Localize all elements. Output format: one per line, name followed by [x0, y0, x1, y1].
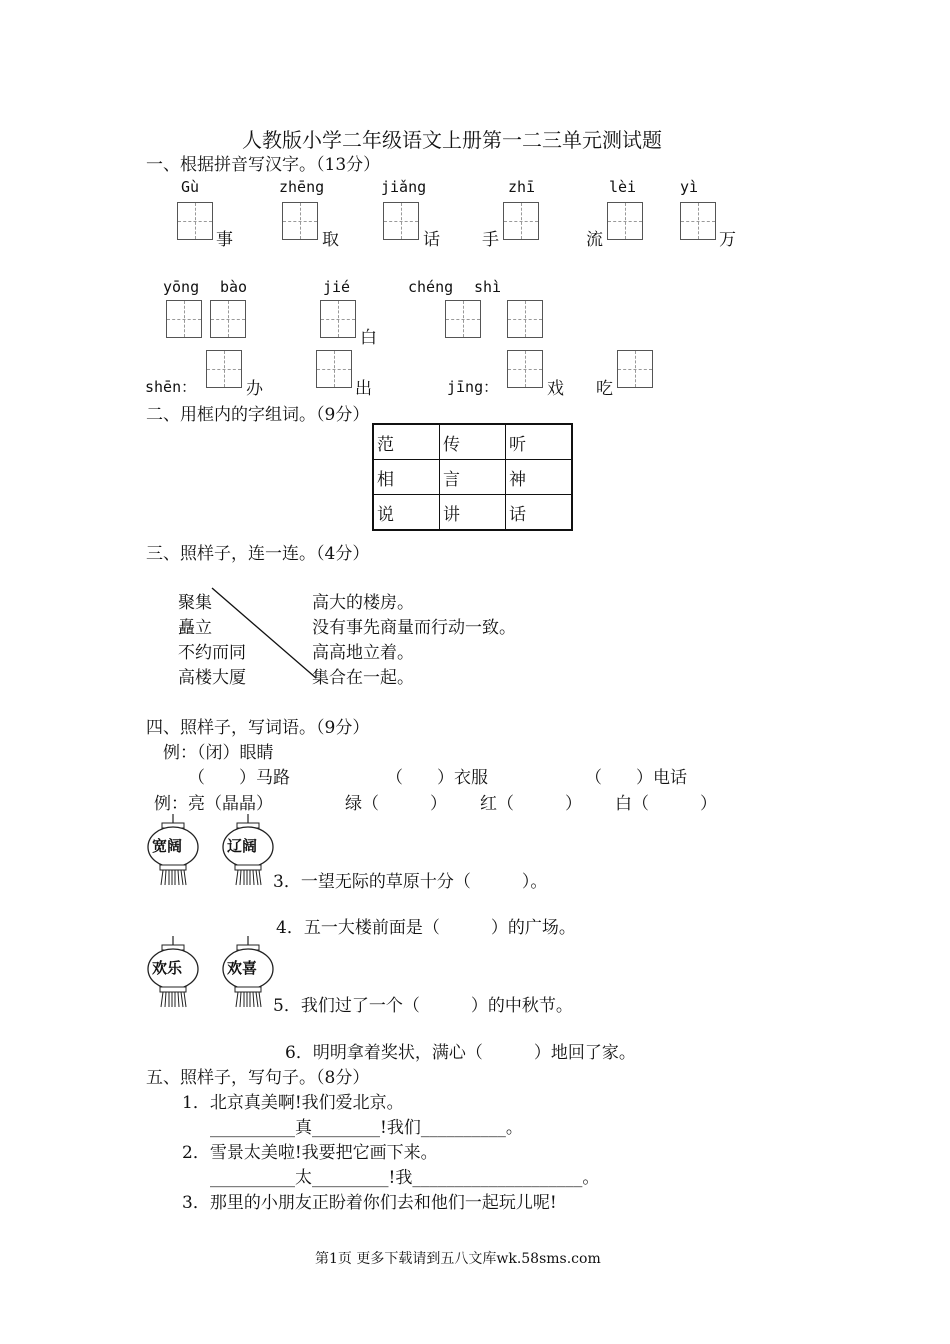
grid-cell: 说 [373, 495, 440, 531]
pinyin: shì [474, 278, 502, 296]
pinyin: bào [220, 278, 248, 296]
match-left[interactable]: 不约而同 [178, 643, 246, 663]
page-footer: 第1页 更多下载请到五八文库wk.58sms.com [315, 1251, 601, 1267]
match-right[interactable]: 没有事先商量而行动一致。 [312, 618, 516, 638]
char: 事 [216, 230, 233, 250]
section1-heading: 一、根据拼音写汉字。（13分） [146, 155, 381, 175]
fill-item[interactable]: （ ）衣服 [386, 768, 488, 788]
fill-item[interactable]: 白（ ） [615, 794, 717, 814]
grid-cell: 范 [373, 424, 440, 460]
char: 戏 [547, 379, 564, 399]
fill-item[interactable]: （ ）电话 [585, 768, 687, 788]
char: 万 [719, 230, 736, 250]
sentence-1-fill[interactable]: __________真________!我们__________。 [210, 1118, 523, 1138]
char: 吃 [596, 379, 613, 399]
sentence-1: 1．北京真美啊!我们爱北京。 [182, 1093, 404, 1113]
match-left[interactable]: 聚集 [178, 593, 212, 613]
match-right[interactable]: 集合在一起。 [312, 668, 414, 688]
question-3[interactable]: 3．一望无际的草原十分（ ）。 [273, 872, 548, 892]
grid-cell: 传 [440, 424, 506, 460]
lantern-text: 欢乐 [152, 959, 183, 977]
char: 出 [355, 379, 372, 399]
pinyin: lèi [609, 178, 637, 196]
grid-cell: 话 [506, 495, 573, 531]
lantern-text: 辽阔 [227, 837, 258, 855]
char: 流 [586, 230, 603, 250]
pinyin: chéng [408, 278, 454, 296]
page-title: 人教版小学二年级语文上册第一二三单元测试题 [242, 128, 662, 152]
sentence-2: 2．雪景太美啦!我要把它画下来。 [182, 1143, 438, 1163]
lantern-text: 宽阔 [152, 837, 183, 855]
fill-item[interactable]: （ ）马路 [188, 768, 290, 788]
fill-item[interactable]: 红（ ） [480, 794, 582, 814]
question-4[interactable]: 4．五一大楼前面是（ ）的广场。 [276, 918, 576, 938]
pinyin: jiǎng [381, 178, 427, 196]
lantern-icon [144, 934, 202, 1014]
pinyin: Gù [181, 178, 200, 196]
lantern-text: 欢喜 [227, 959, 258, 977]
match-right[interactable]: 高大的楼房。 [312, 593, 414, 613]
pinyin: zhēng [279, 178, 325, 196]
sentence-2-fill[interactable]: __________太_________!我____________________。 [210, 1168, 600, 1188]
lantern-icon [144, 812, 202, 892]
pinyin-label: shēn： [145, 378, 197, 396]
char: 白 [360, 328, 377, 348]
grid-cell: 相 [373, 460, 440, 495]
fill-item[interactable]: 绿（ ） [345, 794, 447, 814]
section3-heading: 三、照样子，连一连。（4分） [146, 544, 370, 564]
match-left[interactable]: 高楼大厦 [178, 668, 246, 688]
lantern-icon [219, 812, 277, 892]
example-1: 例：（闭）眼睛 [163, 743, 274, 763]
match-left[interactable]: 矗立 [178, 618, 212, 638]
grid-cell: 神 [506, 460, 573, 495]
pinyin: yì [680, 178, 699, 196]
pinyin-label: jīng： [447, 378, 499, 396]
question-6[interactable]: 6．明明拿着奖状，满心（ ）地回了家。 [285, 1043, 636, 1063]
lantern-icon [219, 934, 277, 1014]
char: 取 [322, 230, 339, 250]
pinyin: yōng [163, 278, 200, 296]
example-2: 例：亮（晶晶） [154, 794, 273, 814]
pinyin: zhī [508, 178, 536, 196]
char: 手 [482, 230, 499, 250]
char: 话 [423, 230, 440, 250]
section4-heading: 四、照样子，写词语。（9分） [146, 718, 370, 738]
pinyin: jié [323, 278, 351, 296]
grid-cell: 听 [506, 424, 573, 460]
section5-heading: 五、照样子，写句子。（8分） [146, 1068, 370, 1088]
grid-cell: 讲 [440, 495, 506, 531]
grid-cell: 言 [440, 460, 506, 495]
char: 办 [246, 379, 263, 399]
question-5[interactable]: 5．我们过了一个（ ）的中秋节。 [273, 996, 573, 1016]
section2-heading: 二、用框内的字组词。（9分） [146, 405, 370, 425]
match-right[interactable]: 高高地立着。 [312, 643, 414, 663]
sentence-3: 3．那里的小朋友正盼着你们去和他们一起玩儿呢! [182, 1193, 557, 1213]
